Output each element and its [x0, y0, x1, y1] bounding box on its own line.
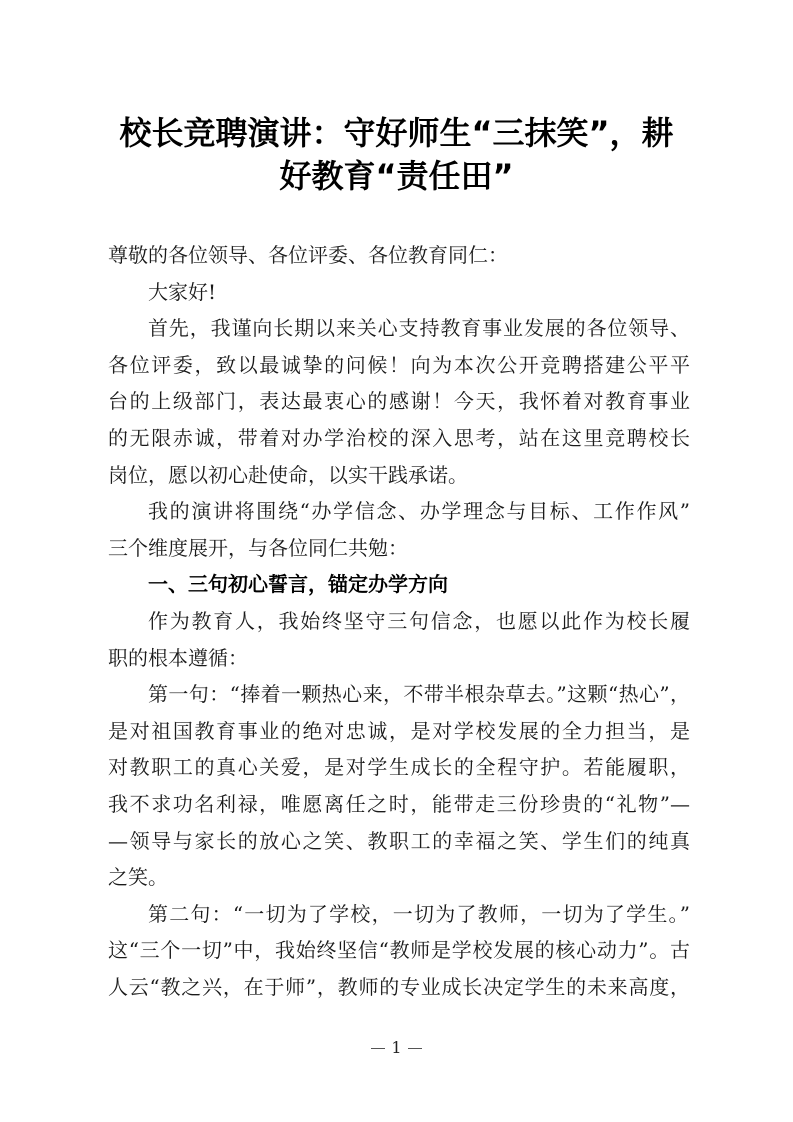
paragraph-line: 对教职工的真心关爱，是对学生成长的全程守护。若能履职，	[108, 755, 690, 780]
section-heading: 一、三句初心誓言，锚定办学方向	[148, 572, 448, 597]
paragraph-line: 职的根本遵循：	[108, 645, 248, 670]
paragraph-line: —领导与家长的放心之笑、教职工的幸福之笑、学生们的纯真	[108, 828, 690, 853]
title-line-1: 校长竞聘演讲：守好师生“三抹笑”，耕	[119, 114, 674, 152]
document-title	[100, 112, 693, 198]
paragraph-line: 我不求功名利禄，唯愿离任之时，能带走三份珍贵的“礼物”—	[108, 791, 690, 816]
paragraph-line: 三个维度展开，与各位同仁共勉：	[108, 535, 408, 560]
paragraph-line: 第二句：“一切为了学校，一切为了教师，一切为了学生。”	[148, 901, 690, 926]
title-line-2: 好教育“责任田”	[279, 157, 514, 195]
salutation: 尊敬的各位领导、各位评委、各位教育同仁：	[108, 243, 508, 267]
page-footer	[0, 1038, 793, 1057]
paragraph-line: 我的演讲将围绕“办学信念、办学理念与目标、工作作风”	[148, 499, 690, 524]
dash-left	[371, 1048, 385, 1049]
paragraph-line: 的无限赤诚，带着对办学治校的深入思考，站在这里竞聘校长	[108, 425, 690, 450]
paragraph-line: 这“三个一切”中，我始终坚信“教师是学校发展的核心动力”。古	[108, 938, 690, 963]
greeting: 大家好!	[148, 279, 217, 304]
document-body	[108, 237, 690, 1005]
page-number: 1	[391, 1038, 402, 1057]
paragraph-line: 台的上级部门，表达最衷心的感谢！今天，我怀着对教育事业	[108, 389, 690, 414]
paragraph-line: 首先，我谨向长期以来关心支持教育事业发展的各位领导、	[148, 316, 690, 341]
dash-right	[408, 1048, 422, 1049]
paragraph-line: 岗位，愿以初心赴使命，以实干践承诺。	[108, 462, 468, 487]
paragraph-line: 第一句：“捧着一颗热心来，不带半根杂草去。”这颗“热心”，	[148, 682, 690, 707]
paragraph-line: 人云“教之兴，在于师”，教师的专业成长决定学生的未来高度，	[108, 974, 690, 999]
paragraph-line: 之笑。	[108, 865, 168, 890]
paragraph-line: 是对祖国教育事业的绝对忠诚，是对学校发展的全力担当，是	[108, 718, 690, 743]
paragraph-line: 各位评委，致以最诚挚的问候！向为本次公开竞聘搭建公平平	[108, 352, 690, 377]
paragraph-line: 作为教育人，我始终坚守三句信念，也愿以此作为校长履	[148, 608, 690, 633]
